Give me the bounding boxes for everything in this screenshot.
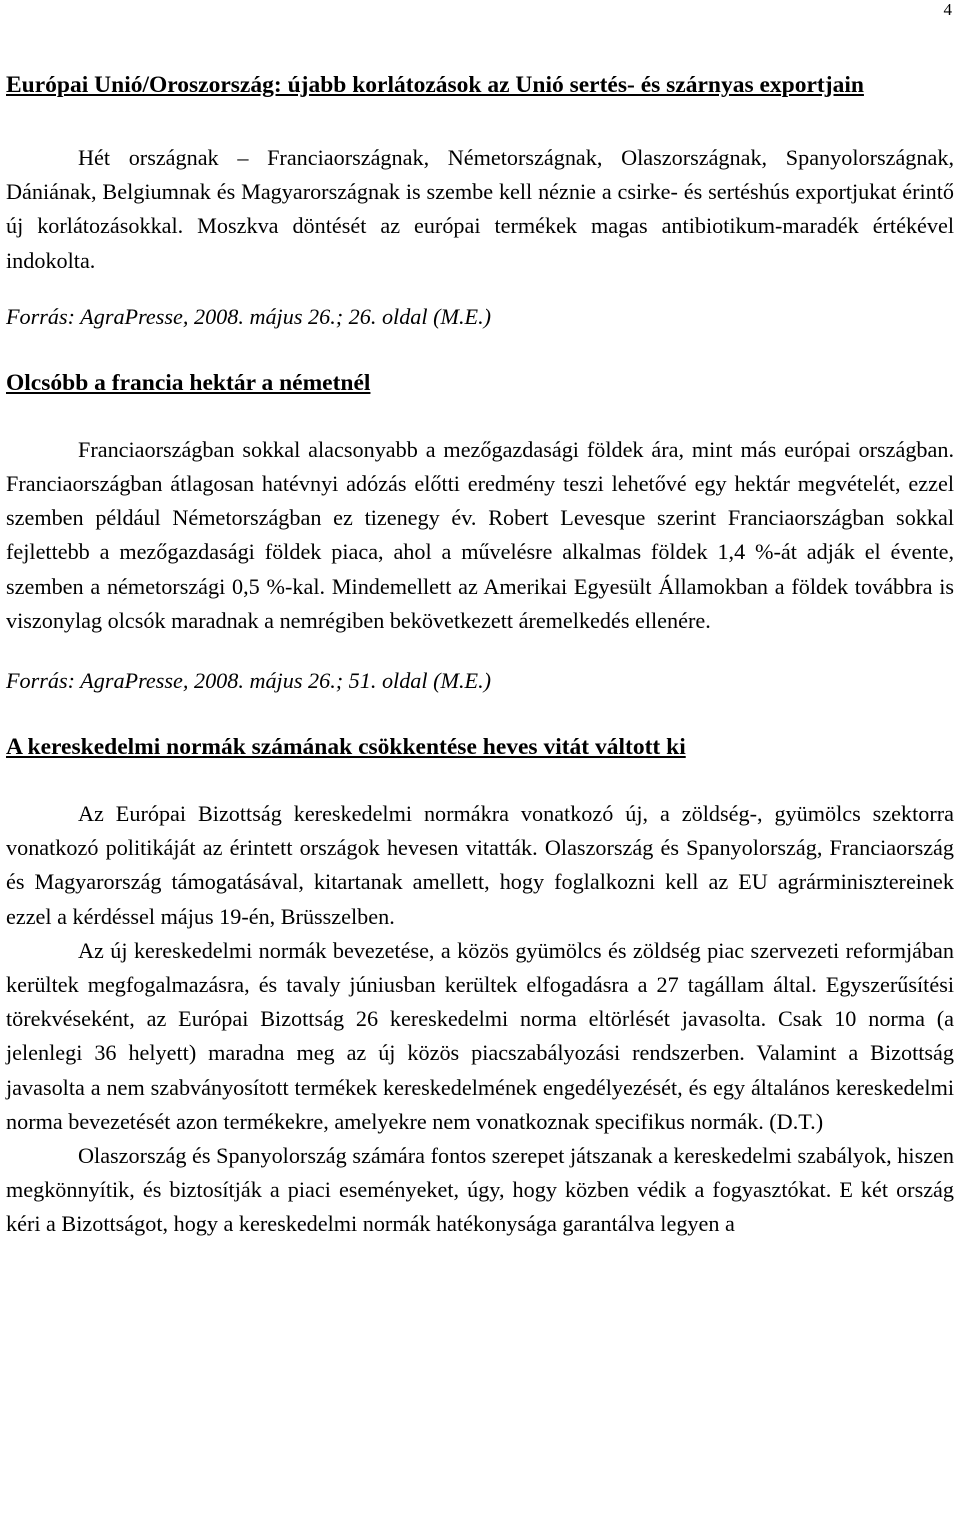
article-title: Európai Unió/Oroszország: újabb korlátozások az Unió sertés- és szárnyas exportjain: [6, 72, 864, 98]
article-source: Forrás: AgraPresse, 2008. május 26.; 51. oldal (M.E.): [6, 668, 492, 694]
article-paragraph: Olaszország és Spanyolország számára fontos szerepet játszanak a kereskedelmi szabályok, hiszen megkönnyítik, és biztosítják a piaci eseményeket, úgy, hogy közben védik a fogyasztókat. E két ország kéri a Bizottságot, hogy a kereskedelmi normák hatékonysága garantálva legyen a: [6, 1143, 954, 1237]
document-body: [6, 68, 954, 1242]
article-title: A kereskedelmi normák számának csökkentése heves vitát váltott ki: [6, 734, 686, 761]
article-french-hectare: [6, 366, 954, 698]
article-title: Olcsóbb a francia hektár a németnél: [6, 369, 371, 396]
article-trade-norms: [6, 730, 954, 1242]
page-number: 4: [943, 0, 952, 19]
article-eu-russia: [6, 68, 954, 334]
article-paragraph: Franciaországban sokkal alacsonyabb a mezőgazdasági földek ára, mint más európai országban. Franciaországban átlagosan hatévnyi adózás előtti eredmény teszi lehetővé egy hektár megvételét, ezzel szemben például Németországban ez tizenegy év. Robert Levesque szerint Franciaországban sokkal fejlettebb a mezőgazdasági földek piaca, ahol a művelésre alkalmas földek 1,4 %-át adják el évente, szemben a németországi 0,5 %-kal. Mindemellett az Amerikai Egyesült Államokban a földek továbbra is viszonylag olcsók maradnak a nemrégiben bekövetkezett áremelkedés ellenére.: [6, 436, 954, 633]
article-paragraph: Hét országnak – Franciaországnak, Németországnak, Olaszországnak, Spanyolországnak, Dániának, Belgiumnak és Magyarországnak is szembe kell néznie a csirke- és sertéshús exportjukat érintő új korlátozásokkal. Moszkva döntését az európai termékek magas antibiotikum-maradék értékével indokolta.: [6, 145, 954, 273]
article-paragraph: Az új kereskedelmi normák bevezetése, a közös gyümölcs és zöldség piac szervezeti reformjában kerültek megfogalmazásra, és tavaly júniusban kerültek elfogadásra a 27 tagállam által. Egyszerűsítési törekvéseként, az Európai Bizottság 26 kereskedelmi norma eltörlését javasolta. Csak 10 norma (a jelenlegi 36 helyett) maradna meg az új közös piacszabályozási rendszerben. Valamint a Bizottság javasolta a nem szabványosított termékek kereskedelmének engedélyezését, és egy általános kereskedelmi norma bevezetését azon termékekre, amelyekre nem vonatkoznak specifikus normák. (D.T.): [6, 937, 954, 1134]
article-paragraph: Az Európai Bizottság kereskedelmi normákra vonatkozó új, a zöldség-, gyümölcs szektorra vonatkozó politikáját az érintett országok hevesen vitatták. Olaszország és Spanyolország, Franciaország és Magyarország támogatásával, kitartanak amellett, hogy foglalkozni kell az EU agrárminisztereinek ezzel a kérdéssel május 19-én, Brüsszelben.: [6, 801, 954, 929]
article-source: Forrás: AgraPresse, 2008. május 26.; 26. oldal (M.E.): [6, 303, 492, 329]
